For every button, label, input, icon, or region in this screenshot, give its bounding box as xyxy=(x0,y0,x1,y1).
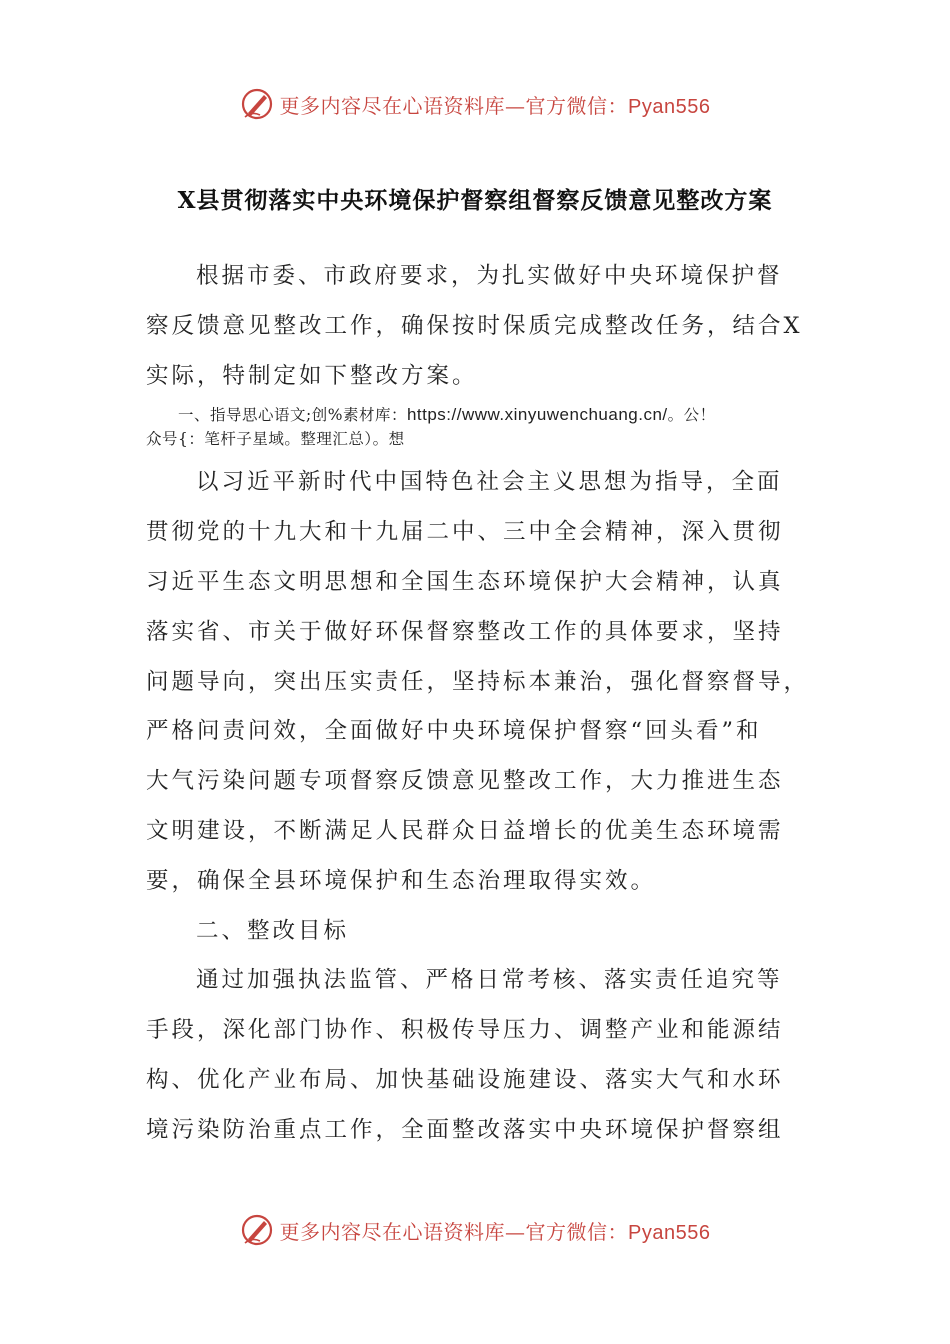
text-line: 习近平生态文明思想和全国生态环境保护大会精神，认真 xyxy=(146,568,784,595)
text-line: 落实省、市关于做好环保督察整改工作的具体要求，坚持 xyxy=(146,618,784,645)
watermark-id: Pyan556 xyxy=(628,95,711,118)
section1-paragraph xyxy=(146,458,810,906)
text-line: 贯彻党的十九大和十九届二中、三中全会精神，深入贯彻 xyxy=(146,519,784,546)
watermark-text: 更多内容尽在心语资料库—官方微信：Pyan556 xyxy=(279,93,711,118)
text-line: 构、优化产业布局、加快基础设施建设、落实大气和水环 xyxy=(146,1066,784,1093)
text-line: 要，确保全县环境保护和生态治理取得实效。 xyxy=(146,867,657,894)
text-line: 实际，特制定如下整改方案。 xyxy=(146,362,478,389)
notice-line: 众号{：笔杆子星域。整理汇总）。想 xyxy=(146,430,405,449)
watermark-id: Pyan556 xyxy=(628,1221,711,1244)
notice-paragraph xyxy=(146,403,806,451)
watermark-text: 更多内容尽在心语资料库—官方微信：Pyan556 xyxy=(279,1219,711,1244)
watermark-banner-bottom xyxy=(0,1210,950,1250)
text-line: 以习近平新时代中国特色社会主义思想为指导，全面 xyxy=(196,469,783,496)
text-line: 境污染防治重点工作，全面整改落实中央环境保护督察组 xyxy=(146,1116,784,1143)
section2-heading xyxy=(146,907,806,957)
section2-paragraph xyxy=(146,956,806,1155)
heading-text: 二、整改目标 xyxy=(196,917,350,944)
document-title: X县贯彻落实中央环境保护督察组督察反馈意见整改方案 xyxy=(177,187,773,214)
document-body xyxy=(146,252,810,1156)
text-line: 大气污染问题专项督察反馈意见整改工作，大力推进生态 xyxy=(146,768,784,795)
pen-circle-logo-icon xyxy=(240,87,274,121)
text-line: 通过加强执法监管、严格日常考核、落实责任追究等 xyxy=(196,967,783,994)
notice-url: https://www.xinyuwenchuang.cn/ xyxy=(406,405,668,425)
watermark-banner-top xyxy=(0,84,950,124)
pen-circle-logo-icon xyxy=(240,1213,274,1247)
text-line: 察反馈意见整改工作，确保按时保质完成整改任务，结合X xyxy=(146,312,803,339)
text-line: 问题导向，突出压实责任，坚持标本兼治，强化督察督导， xyxy=(146,668,810,695)
text-line: 手段，深化部门协作、积极传导压力、调整产业和能源结 xyxy=(146,1017,784,1044)
text-line: 文明建设，不断满足人民群众日益增长的优美生态环境需 xyxy=(146,817,784,844)
text-line: 根据市委、市政府要求，为扎实做好中央环境保护督 xyxy=(196,263,783,289)
text-line: 严格问责问效，全面做好中央环境保护督察“回头看”和 xyxy=(146,718,762,745)
notice-line: 一、指导思心语文;创%素材库：https://www.xinyuwenchuang.cn/。公！ xyxy=(178,405,716,425)
intro-paragraph xyxy=(146,252,806,401)
